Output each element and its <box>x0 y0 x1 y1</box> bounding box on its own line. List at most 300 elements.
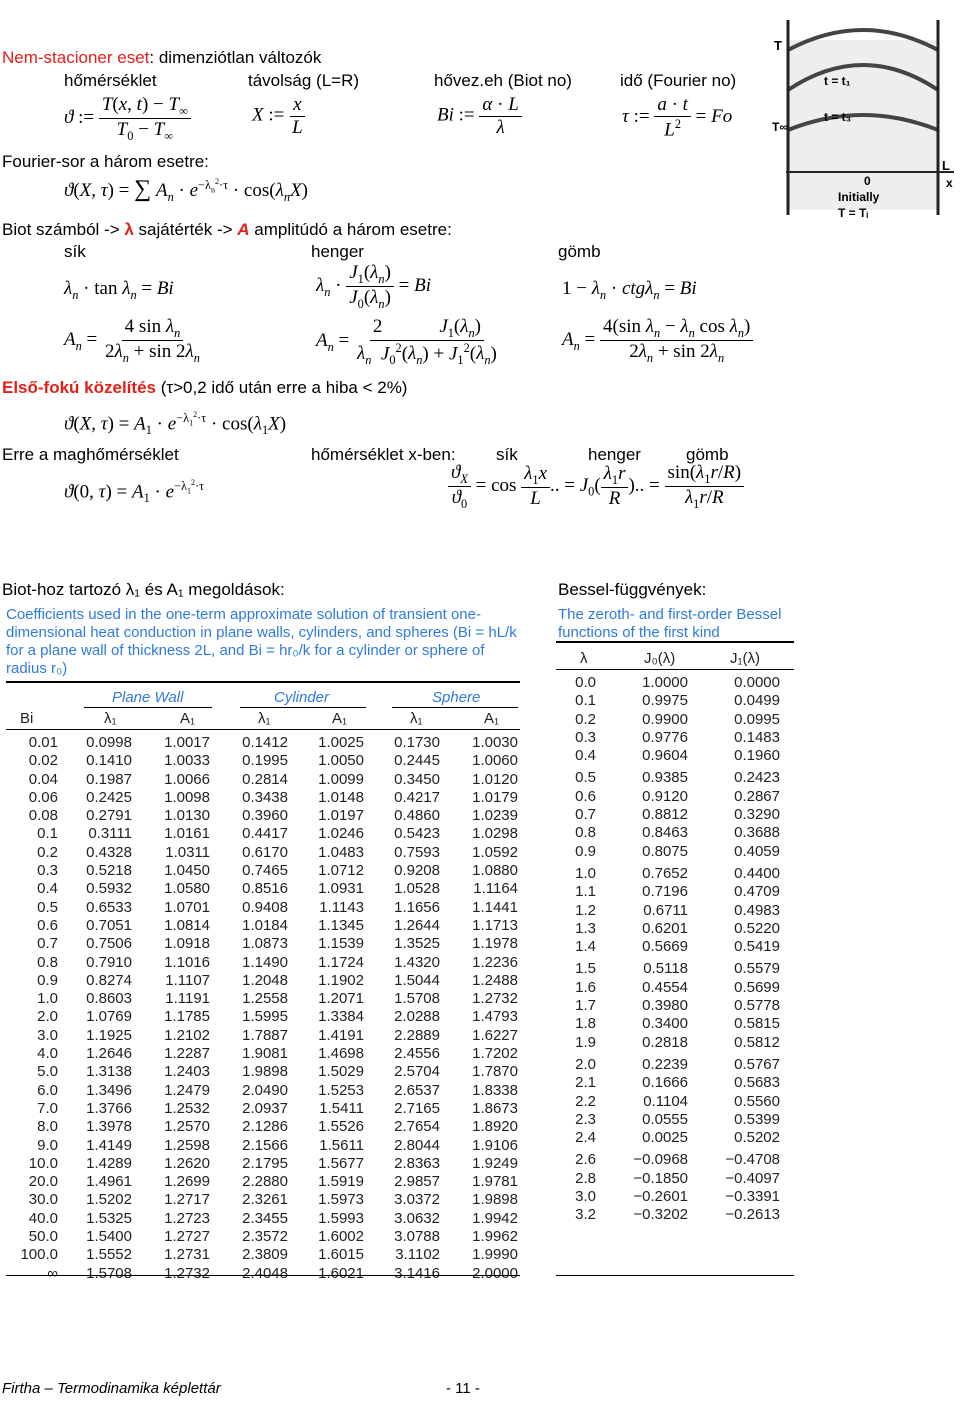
table1-header-pl-lam: λ₁ <box>104 710 117 727</box>
table2.j0-cell: 0.8463 <box>642 824 688 842</box>
table2.j1-cell: 0.4983 <box>734 901 780 919</box>
table2.j1-cell: −0.4708 <box>725 1151 780 1169</box>
table1.cy_lam-cell: 1.0184 <box>242 916 288 934</box>
table1.cy_lam-cell: 2.4048 <box>242 1264 288 1282</box>
table1.bi-cell: 20.0 <box>28 1173 58 1191</box>
table2-bottom-rule <box>556 1275 794 1276</box>
table2.j1-cell: 0.5560 <box>734 1092 780 1110</box>
table1.cy_A-cell: 1.5526 <box>318 1118 364 1136</box>
table1.bi-cell: 0.9 <box>37 971 58 989</box>
table1.bi-cell: 3.0 <box>37 1026 58 1044</box>
table1-group-cylinder: Cylinder <box>274 689 330 706</box>
table2.lam-cell: 3.2 <box>575 1206 596 1224</box>
first-order-red: Első-fokú közelítés <box>2 378 156 397</box>
table2.j0-cell: −0.0968 <box>633 1151 688 1169</box>
table2.j1-cell: 0.5202 <box>734 1129 780 1147</box>
table2.j0-cell: 0.1666 <box>642 1074 688 1092</box>
table1.pl_lam-cell: 1.5202 <box>86 1191 132 1209</box>
table1.cy_lam-cell: 1.2048 <box>242 971 288 989</box>
table2.j0-cell: 0.9900 <box>642 710 688 728</box>
table1.cy_A-cell: 1.4698 <box>318 1045 364 1063</box>
table1.cy_A-cell: 1.5611 <box>319 1136 364 1154</box>
table1.cy_lam-cell: 1.5995 <box>242 1008 288 1026</box>
biot-line-p3: amplitúdó a három esetre: <box>249 220 452 239</box>
table2-header-j0: J₀(λ) <box>644 650 676 667</box>
temp-x-sphere: gömb <box>686 445 729 464</box>
table1.sp_lam-cell: 0.4860 <box>394 807 440 825</box>
table1.bi-cell: 0.02 <box>28 752 58 770</box>
table1.pl_A-cell: 1.0701 <box>164 898 210 916</box>
table1-header-cy-lam: λ₁ <box>258 710 271 727</box>
table1.bi-cell: 0.08 <box>28 807 58 825</box>
table1.cy_lam-cell: 0.8516 <box>242 880 288 898</box>
table1.sp_A-cell: 1.1978 <box>472 935 518 953</box>
table2.j0-cell: 0.9385 <box>642 769 688 787</box>
table1.pl_lam-cell: 1.2646 <box>86 1045 132 1063</box>
table2.j1-cell: 0.3688 <box>734 824 780 842</box>
table1.pl_A-cell: 1.2731 <box>164 1246 210 1264</box>
table2.j0-cell: 0.9975 <box>642 692 688 710</box>
table2.j1-cell: 0.5419 <box>734 938 780 956</box>
table1.pl_lam-cell: 0.7506 <box>86 935 132 953</box>
table1.cy_A-cell: 1.6002 <box>318 1228 364 1246</box>
table1.cy_lam-cell: 2.1286 <box>242 1118 288 1136</box>
table1-col-sp-A <box>456 734 518 1283</box>
table1.pl_lam-cell: 1.0769 <box>86 1008 132 1026</box>
geom-plane-label: sík <box>64 242 86 261</box>
table1.pl_lam-cell: 0.2425 <box>86 788 132 806</box>
table1.bi-cell: 0.5 <box>37 898 58 916</box>
table1.sp_A-cell: 1.2732 <box>472 990 518 1008</box>
table2.lam-cell: 2.0 <box>575 1055 596 1073</box>
table1.sp_A-cell: 1.6227 <box>472 1026 518 1044</box>
table1.sp_lam-cell: 0.4217 <box>394 788 440 806</box>
table1.cy_A-cell: 1.1345 <box>318 916 364 934</box>
table1.pl_A-cell: 1.0066 <box>164 770 210 788</box>
table1.bi-cell: 0.06 <box>28 788 58 806</box>
table1.cy_A-cell: 1.5973 <box>318 1191 364 1209</box>
table2.lam-cell: 0.1 <box>575 692 596 710</box>
formula-center: ϑ(0, $\tau) = A_1 \cdot e^{-\lambda_1^2\cdot\tau}$ <box>64 478 205 506</box>
table1.cy_lam-cell: 2.1566 <box>242 1136 288 1154</box>
table1-col-pl-lam <box>70 734 132 1283</box>
table1.cy_lam-cell: 0.6170 <box>242 843 288 861</box>
table1.sp_A-cell: 1.0239 <box>472 807 518 825</box>
label-temperature: hőmérséklet <box>64 71 157 90</box>
table1.cy_A-cell: 1.0931 <box>318 880 364 898</box>
fourier-label: Fourier-sor a három esetre: <box>2 152 209 171</box>
table2.j0-cell: 0.8812 <box>642 806 688 824</box>
table1.cy_A-cell: 1.2071 <box>318 990 364 1008</box>
label-distance: távolság (L=R) <box>248 71 360 90</box>
table1.sp_lam-cell: 2.7654 <box>394 1118 440 1136</box>
table2.lam-cell: 1.1 <box>575 883 596 901</box>
table1-top-rule <box>6 681 520 683</box>
table1.sp_A-cell: 1.9249 <box>472 1154 518 1172</box>
table2.lam-cell: 2.6 <box>575 1151 596 1169</box>
formula-tau-def: τ := $\frac{a \cdot t}{L^2}$ = Fo <box>622 94 733 141</box>
table2.lam-cell: 0.5 <box>575 769 596 787</box>
table1.sp_A-cell: 1.2488 <box>472 971 518 989</box>
temperature-profile-photo <box>768 0 960 270</box>
amp-cylinder: $A_n$ = $\frac{2 J_1(\lambda_n)}{\lambda_n J_0^2(\lambda_n) + J_1^2(\lambda_n)}$ <box>316 316 497 368</box>
table1.pl_lam-cell: 1.5325 <box>86 1209 132 1227</box>
table1.cy_lam-cell: 0.3960 <box>242 807 288 825</box>
table1.cy_lam-cell: 2.3809 <box>242 1246 288 1264</box>
table1.cy_A-cell: 1.1539 <box>318 935 364 953</box>
table1.sp_lam-cell: 1.4320 <box>394 953 440 971</box>
table2.j1-cell: 0.4400 <box>734 864 780 882</box>
table1.sp_A-cell: 1.0592 <box>472 843 518 861</box>
table1.cy_A-cell: 1.5411 <box>319 1099 364 1117</box>
table1.bi-cell: 100.0 <box>20 1246 58 1264</box>
table2.j0-cell: −0.2601 <box>633 1188 688 1206</box>
table1.sp_A-cell: 1.4793 <box>472 1008 518 1026</box>
table2.j1-cell: 0.0995 <box>734 710 780 728</box>
table1.pl_lam-cell: 0.1410 <box>86 752 132 770</box>
table2-header-rule <box>556 669 794 670</box>
label-biot: hővez.eh (Biot no) <box>434 71 572 90</box>
table2.j1-cell: 0.5579 <box>734 960 780 978</box>
table2.j0-cell: −0.3202 <box>633 1206 688 1224</box>
table2.j1-cell: 0.0499 <box>734 692 780 710</box>
table2.lam-cell: 0.0 <box>575 674 596 691</box>
table2.j1-cell: 0.5778 <box>734 997 780 1015</box>
table1.sp_A-cell: 1.0880 <box>472 862 518 880</box>
table1-col-sp-lam <box>378 734 440 1283</box>
table1.cy_A-cell: 1.5993 <box>318 1209 364 1227</box>
table1.bi-cell: 8.0 <box>37 1118 58 1136</box>
biot-line <box>2 220 452 240</box>
table1.sp_A-cell: 1.8920 <box>472 1118 518 1136</box>
table1.cy_lam-cell: 1.9898 <box>242 1063 288 1081</box>
geom-cylinder-label: henger <box>311 242 364 261</box>
table1.sp_lam-cell: 3.1102 <box>395 1246 440 1264</box>
table1.pl_lam-cell: 0.5218 <box>86 862 132 880</box>
table2.j0-cell: 0.6201 <box>642 919 688 937</box>
table1.sp_lam-cell: 0.2445 <box>394 752 440 770</box>
table1.sp_A-cell: 1.0298 <box>472 825 518 843</box>
table2.j1-cell: 0.5220 <box>734 919 780 937</box>
temp-x-label: hőmérséklet x-ben: <box>311 445 456 464</box>
table1.bi-cell: 2.0 <box>37 1008 58 1026</box>
table1.bi-cell: 4.0 <box>37 1045 58 1063</box>
center-temp-label: Erre a maghőmérséklet <box>2 445 179 464</box>
table2.j1-cell: 0.1483 <box>734 728 780 746</box>
table1.sp_A-cell: 1.9990 <box>472 1246 518 1264</box>
table2.lam-cell: 0.2 <box>575 710 596 728</box>
table1.pl_A-cell: 1.2620 <box>164 1154 210 1172</box>
table2.lam-cell: 2.8 <box>575 1169 596 1187</box>
table1.pl_A-cell: 1.1016 <box>164 953 210 971</box>
table1.sp_lam-cell: 0.9208 <box>394 862 440 880</box>
table1.pl_A-cell: 1.1191 <box>165 990 210 1008</box>
table2.j0-cell: 0.7652 <box>642 864 688 882</box>
table1.sp_lam-cell: 2.2889 <box>394 1026 440 1044</box>
table1.bi-cell: 5.0 <box>37 1063 58 1081</box>
table1.sp_lam-cell: 0.7593 <box>394 843 440 861</box>
table2.lam-cell: 1.9 <box>575 1033 596 1051</box>
table1.sp_A-cell: 1.9781 <box>472 1173 518 1191</box>
table1.bi-cell: ∞ <box>47 1264 58 1282</box>
table1.cy_lam-cell: 0.3438 <box>242 788 288 806</box>
table2.j1-cell: 0.1960 <box>734 747 780 765</box>
table2.j1-cell: 0.4709 <box>734 883 780 901</box>
table1.pl_A-cell: 1.1107 <box>165 971 210 989</box>
table1.sp_lam-cell: 0.1730 <box>394 734 440 751</box>
table2.j1-cell: 0.4059 <box>734 842 780 860</box>
table1.pl_A-cell: 1.2732 <box>164 1264 210 1282</box>
table1.sp_A-cell: 1.0120 <box>472 770 518 788</box>
table1.bi-cell: 0.7 <box>37 935 58 953</box>
table2.j1-cell: 0.5767 <box>734 1055 780 1073</box>
photo-label-0: 0 <box>864 174 871 188</box>
table1.sp_lam-cell: 0.5423 <box>394 825 440 843</box>
table2.j0-cell: −0.1850 <box>633 1169 688 1187</box>
table2.lam-cell: 1.6 <box>575 978 596 996</box>
table2.j0-cell: 0.7196 <box>642 883 688 901</box>
formula-theta-def: ϑ := $\frac{T(x, t) - T_\infty}{T_0 - T_\infty}$ <box>64 94 191 143</box>
table2-col-j0 <box>620 674 688 1225</box>
table1.cy_A-cell: 1.6015 <box>318 1246 364 1264</box>
table2.j0-cell: 0.0025 <box>642 1129 688 1147</box>
table1.bi-cell: 1.0 <box>37 990 58 1008</box>
table1-group-rule-1 <box>84 707 212 708</box>
table1.sp_lam-cell: 2.5704 <box>394 1063 440 1081</box>
table2.j0-cell: 0.9120 <box>642 787 688 805</box>
table1.cy_lam-cell: 0.2814 <box>242 770 288 788</box>
table2.j1-cell: 0.5683 <box>734 1074 780 1092</box>
table1.cy_lam-cell: 2.0937 <box>242 1099 288 1117</box>
amp-sphere: $A_n$ = $\frac{4(\sin \lambda_n - \lambda_n \cos \lambda_n)}{2\lambda_n + \sin 2\lambda_n}$ <box>562 316 753 365</box>
eigen-cylinder: $\lambda_n$ · $\frac{J_1(\lambda_n)}{J_0(\lambda_n)}$ = Bi <box>316 262 432 311</box>
table2-top-rule <box>556 641 794 643</box>
table1.sp_A-cell: 1.1713 <box>472 916 518 934</box>
amp-plane: $A_n$ = $\frac{4 \sin \lambda_n}{2\lambda_n + \sin 2\lambda_n}$ <box>64 316 200 365</box>
formula-fourier-series: ϑ(X, τ) = ∑ $A_n \cdot e^{-\lambda_n^2\cdot\tau} \cdot \cos(\lambda_nX)$ <box>64 176 308 204</box>
table1-group-sphere: Sphere <box>432 689 481 706</box>
photo-label-t1: t = t₁ <box>824 74 851 88</box>
photo-label-Tinf: T∞ <box>772 120 788 134</box>
table1-col-pl-A <box>148 734 210 1283</box>
table2.lam-cell: 0.3 <box>575 728 596 746</box>
table1.pl_lam-cell: 1.5400 <box>86 1228 132 1246</box>
table1.pl_lam-cell: 0.5932 <box>86 880 132 898</box>
table1.sp_A-cell: 1.8673 <box>472 1099 518 1117</box>
table2.j1-cell: 0.2423 <box>734 769 780 787</box>
table1.cy_A-cell: 1.1143 <box>319 898 364 916</box>
table1.cy_lam-cell: 0.7465 <box>242 862 288 880</box>
table2.j1-cell: 0.0000 <box>734 674 780 691</box>
table2.lam-cell: 1.3 <box>575 919 596 937</box>
table1.pl_lam-cell: 1.3766 <box>86 1099 132 1117</box>
table1.bi-cell: 50.0 <box>28 1228 58 1246</box>
table2.j0-cell: 0.1104 <box>643 1092 688 1110</box>
footer-title: Firtha – Termodinamika képlettár <box>2 1380 221 1397</box>
formula-x-def: X := $\frac{x}{L}$ <box>252 94 303 138</box>
table2.j0-cell: 0.9604 <box>642 747 688 765</box>
table1.pl_A-cell: 1.2570 <box>164 1118 210 1136</box>
page-heading <box>2 48 321 68</box>
table1-caption: Coefficients used in the one-term approximate solution of transient one-dimensional heat conduction in plane walls, cylinders, and spheres (Bi = hL/k for a plane wall of thickness 2L, and Bi = hr₀/k for a cylinder or sphere of radius r₀) <box>6 606 517 677</box>
table2.lam-cell: 1.2 <box>575 901 596 919</box>
heading-red: Nem-stacioner eset <box>2 48 150 67</box>
photo-label-x: x <box>946 176 953 190</box>
table1.sp_A-cell: 1.9962 <box>472 1228 518 1246</box>
temp-x-plane: sík <box>496 445 518 464</box>
photo-label-T: T <box>774 38 782 53</box>
table1.sp_A-cell: 1.8338 <box>472 1081 518 1099</box>
table1.pl_lam-cell: 0.7051 <box>86 916 132 934</box>
table1.cy_A-cell: 1.0246 <box>318 825 364 843</box>
table1.cy_A-cell: 1.1902 <box>318 971 364 989</box>
table1.cy_A-cell: 1.0025 <box>318 734 364 751</box>
table1.cy_lam-cell: 2.3455 <box>242 1209 288 1227</box>
table2.j1-cell: 0.2867 <box>734 787 780 805</box>
table1.pl_lam-cell: 0.3111 <box>88 825 132 843</box>
heading-rest: : dimenziótlan változók <box>149 48 322 67</box>
table1.pl_lam-cell: 0.1987 <box>86 770 132 788</box>
table2-header-j1: J₁(λ) <box>730 650 761 667</box>
table1.cy_A-cell: 1.3384 <box>318 1008 364 1026</box>
table1.bi-cell: 9.0 <box>37 1136 58 1154</box>
table1.sp_lam-cell: 1.1656 <box>394 898 440 916</box>
table1.pl_A-cell: 1.0098 <box>164 788 210 806</box>
table1.pl_lam-cell: 1.3496 <box>86 1081 132 1099</box>
table1.pl_lam-cell: 1.5708 <box>86 1264 132 1282</box>
table1-header-bi: Bi <box>20 710 34 727</box>
table1.bi-cell: 0.1 <box>37 825 58 843</box>
table1.cy_A-cell: 1.5029 <box>318 1063 364 1081</box>
table1.sp_lam-cell: 3.1416 <box>394 1264 440 1282</box>
table1.pl_lam-cell: 0.4328 <box>86 843 132 861</box>
table2.lam-cell: 0.8 <box>575 824 596 842</box>
eigen-plane: $\lambda_n \cdot \tan \lambda_n = Bi$ <box>64 278 174 302</box>
eigen-sphere: $1 - \lambda_n \cdot ctg\lambda_n = Bi$ <box>562 278 697 302</box>
table1.cy_A-cell: 1.0712 <box>318 862 364 880</box>
table1.pl_A-cell: 1.0033 <box>164 752 210 770</box>
table2.lam-cell: 1.5 <box>575 960 596 978</box>
table1.sp_A-cell: 1.2236 <box>472 953 518 971</box>
table1.cy_lam-cell: 1.2558 <box>242 990 288 1008</box>
photo-label-t3: t = t₃ <box>824 110 852 124</box>
section-bessel: Bessel-függvények: <box>558 580 707 599</box>
table1.bi-cell: 30.0 <box>28 1191 58 1209</box>
table2.j0-cell: 0.9776 <box>642 728 688 746</box>
table1.sp_A-cell: 1.7202 <box>472 1045 518 1063</box>
table1.sp_lam-cell: 1.0528 <box>394 880 440 898</box>
table1.bi-cell: 10.0 <box>28 1154 58 1172</box>
table1.bi-cell: 0.6 <box>37 916 58 934</box>
table2.lam-cell: 0.7 <box>575 806 596 824</box>
table1.sp_lam-cell: 3.0788 <box>394 1228 440 1246</box>
table1.cy_A-cell: 1.0050 <box>318 752 364 770</box>
table1.cy_lam-cell: 2.2880 <box>242 1173 288 1191</box>
temp-x-cylinder: henger <box>588 445 641 464</box>
table1.pl_A-cell: 1.2699 <box>164 1173 210 1191</box>
table1.cy_A-cell: 1.4191 <box>318 1026 364 1044</box>
table1.pl_lam-cell: 0.0998 <box>86 734 132 751</box>
table1.pl_A-cell: 1.0450 <box>164 862 210 880</box>
table1.bi-cell: 0.8 <box>37 953 58 971</box>
table1.cy_lam-cell: 2.1795 <box>242 1154 288 1172</box>
table2-header-lam: λ <box>580 650 588 667</box>
table1.sp_lam-cell: 1.5708 <box>394 990 440 1008</box>
table2.j0-cell: 0.2818 <box>642 1033 688 1051</box>
formula-bi-def: Bi := $\frac{\alpha \cdot L}{\lambda}$ <box>437 94 522 139</box>
table1.sp_lam-cell: 3.0372 <box>394 1191 440 1209</box>
table1.sp_lam-cell: 2.9857 <box>394 1173 440 1191</box>
table1.pl_A-cell: 1.2532 <box>164 1099 210 1117</box>
table2.j1-cell: 0.5815 <box>734 1015 780 1033</box>
table2-col-j1 <box>708 674 780 1225</box>
table1.bi-cell: 0.01 <box>28 734 58 751</box>
table1.cy_lam-cell: 1.0873 <box>242 935 288 953</box>
table2.lam-cell: 1.8 <box>575 1015 596 1033</box>
table1.sp_lam-cell: 2.8044 <box>394 1136 440 1154</box>
table1-header-sp-A: A₁ <box>484 710 500 727</box>
table1.pl_A-cell: 1.0814 <box>164 916 210 934</box>
table2.j0-cell: 0.6711 <box>643 901 688 919</box>
table1.sp_A-cell: 1.0060 <box>472 752 518 770</box>
table1.bi-cell: 40.0 <box>28 1209 58 1227</box>
table1.bi-cell: 7.0 <box>37 1099 58 1117</box>
table1-group-rule-3 <box>392 707 518 708</box>
table1.pl_A-cell: 1.2479 <box>164 1081 210 1099</box>
table1-header-cy-A: A₁ <box>332 710 348 727</box>
table1.pl_A-cell: 1.2717 <box>164 1191 210 1209</box>
table1.sp_lam-cell: 1.3525 <box>394 935 440 953</box>
table1.sp_lam-cell: 2.7165 <box>394 1099 440 1117</box>
table1.cy_A-cell: 1.0483 <box>318 843 364 861</box>
formula-first-order: ϑ(X, $\tau) = A_1 \cdot e^{-\lambda_1^2\cdot\tau} \cdot \cos(\lambda_1X)$ <box>64 410 287 438</box>
table1.cy_lam-cell: 0.9408 <box>242 898 288 916</box>
table1.pl_lam-cell: 1.3138 <box>86 1063 132 1081</box>
table1.sp_A-cell: 2.0000 <box>472 1264 518 1282</box>
table1.bi-cell: 0.2 <box>37 843 58 861</box>
table1.pl_lam-cell: 1.4289 <box>86 1154 132 1172</box>
table1.sp_A-cell: 1.9898 <box>472 1191 518 1209</box>
table1.cy_A-cell: 1.0197 <box>318 807 364 825</box>
table1.cy_lam-cell: 0.1995 <box>242 752 288 770</box>
table1.sp_A-cell: 1.0179 <box>472 788 518 806</box>
formula-temp-x: $\frac{ϑ_X}{ϑ_0}$ = cos $\frac{\lambda_1x}{L}$ .. = $J_0$( $\frac{\lambda_1r}{R}$ ).. = $\frac{\sin(\lambda_1r/R)}{\lambda_1r/R}$ <box>448 462 744 511</box>
section-biot-solutions: Biot-hoz tartozó λ₁ és A₁ megoldások: <box>2 580 285 599</box>
table2.j0-cell: 0.3980 <box>642 997 688 1015</box>
table1.sp_lam-cell: 1.5044 <box>394 971 440 989</box>
table2.j1-cell: −0.4097 <box>725 1169 780 1187</box>
table1.pl_lam-cell: 1.5552 <box>86 1246 132 1264</box>
table1.pl_A-cell: 1.0580 <box>164 880 210 898</box>
label-time: idő (Fourier no) <box>620 71 737 90</box>
table1.pl_A-cell: 1.2727 <box>164 1228 210 1246</box>
table1.cy_A-cell: 1.0099 <box>318 770 364 788</box>
table2.j0-cell: 0.3400 <box>642 1015 688 1033</box>
table1.pl_lam-cell: 0.8274 <box>86 971 132 989</box>
first-order-rest: (τ>0,2 idő után erre a hiba < 2%) <box>155 378 408 397</box>
table1.cy_lam-cell: 1.9081 <box>242 1045 288 1063</box>
table1.cy_A-cell: 1.0148 <box>318 788 364 806</box>
first-order-line <box>2 378 407 398</box>
table1.pl_lam-cell: 1.4961 <box>86 1173 132 1191</box>
table2.lam-cell: 2.4 <box>575 1129 596 1147</box>
table1.sp_lam-cell: 2.4556 <box>394 1045 440 1063</box>
table1.pl_A-cell: 1.2598 <box>164 1136 210 1154</box>
table1.sp_A-cell: 1.1164 <box>473 880 518 898</box>
table2.j0-cell: 0.0555 <box>642 1110 688 1128</box>
table2.lam-cell: 1.0 <box>575 864 596 882</box>
table2.lam-cell: 3.0 <box>575 1188 596 1206</box>
